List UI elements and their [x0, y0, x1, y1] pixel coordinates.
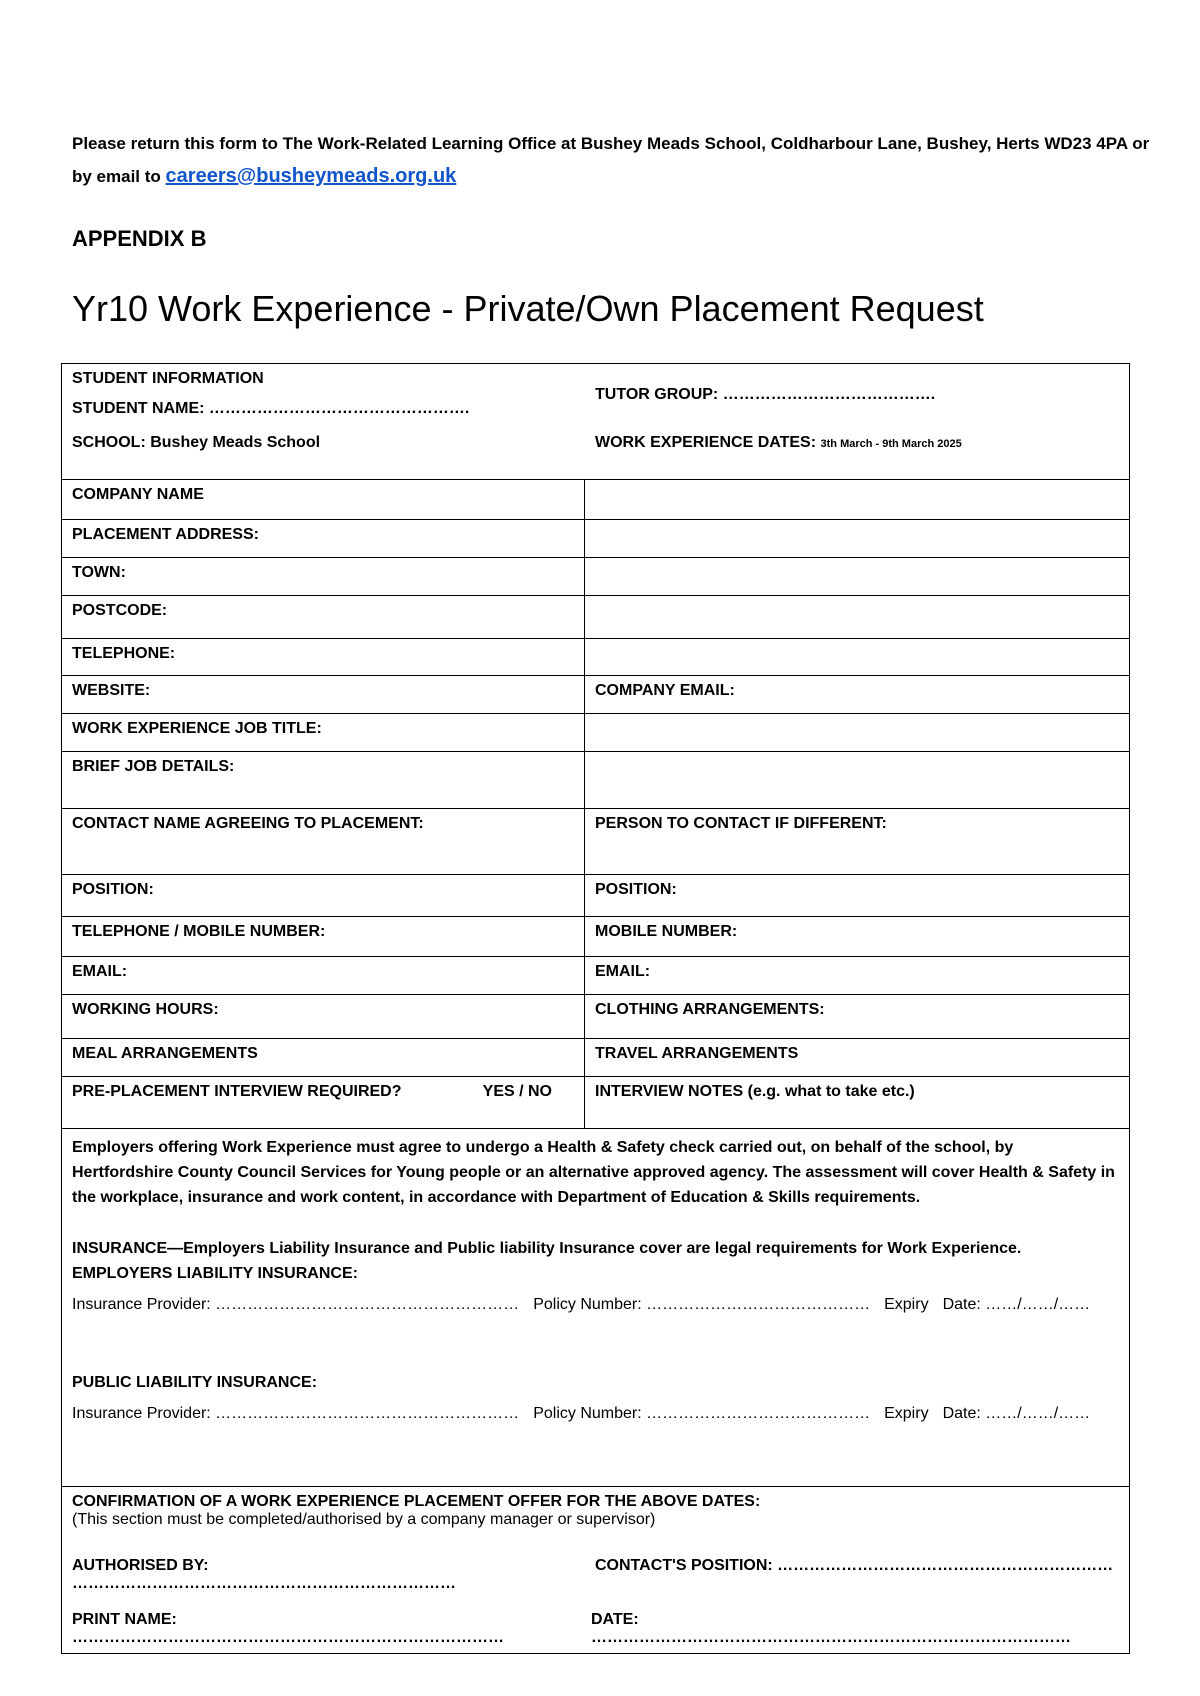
insurance-section [62, 1129, 1130, 1487]
dates-label: WORK EXPERIENCE DATES: [595, 434, 817, 451]
public-policy-field[interactable]: Policy Number: …………………………………… [533, 1405, 871, 1422]
intro-text: Please return this form to The Work-Related Learning Office at Bushey Meads School, Coldharbour Lane, Bushey, Herts WD23 4PA or by email to [72, 134, 1150, 186]
job-title-label: WORK EXPERIENCE JOB TITLE: [62, 714, 585, 752]
person-contact-field[interactable]: PERSON TO CONTACT IF DIFFERENT: [585, 809, 1130, 875]
employers-policy-field[interactable]: Policy Number: …………………………………… [533, 1296, 871, 1313]
interview-notes-field[interactable]: INTERVIEW NOTES (e.g. what to take etc.) [585, 1077, 1130, 1129]
job-title-input[interactable] [585, 714, 1130, 752]
dates-value: 3th March - 9th March 2025 [820, 438, 962, 450]
confirmation-note: (This section must be completed/authorised by a company manager or supervisor) [72, 1511, 656, 1528]
employers-date-field[interactable]: Date: ……/……/…… [942, 1296, 1091, 1313]
employers-liability-heading: EMPLOYERS LIABILITY INSURANCE: [72, 1265, 358, 1282]
town-label: TOWN: [62, 558, 585, 596]
travel-field[interactable]: TRAVEL ARRANGEMENTS [585, 1039, 1130, 1077]
email-link[interactable]: careers@busheymeads.org.uk [165, 165, 457, 187]
return-instructions [72, 128, 1152, 193]
employers-insurance-row [72, 1296, 1119, 1314]
town-input[interactable] [585, 558, 1130, 596]
placement-address-label: PLACEMENT ADDRESS: [62, 520, 585, 558]
email-field-left[interactable]: EMAIL: [62, 957, 585, 995]
confirmation-section [62, 1487, 1130, 1654]
public-liability-heading: PUBLIC LIABILITY INSURANCE: [72, 1374, 318, 1391]
working-hours-field[interactable]: WORKING HOURS: [62, 995, 585, 1039]
employers-provider-field[interactable]: Insurance Provider: ………………………………………………… [72, 1296, 520, 1313]
postcode-input[interactable] [585, 596, 1130, 639]
telephone-input[interactable] [585, 639, 1130, 676]
health-safety-paragraph: Employers offering Work Experience must agree to undergo a Health & Safety check carried out, on behalf of the school, by Hertfordshire County Council Services for Young people or an alternative approved agency. The assessment will cover Health & Safety in the workplace, insurance and work content, in accordance with Department of Education & Skills requirements. [72, 1139, 1115, 1206]
meal-field[interactable]: MEAL ARRANGEMENTS [62, 1039, 585, 1077]
placement-address-input[interactable] [585, 520, 1130, 558]
public-insurance-row [72, 1405, 1119, 1423]
authorised-by-field[interactable]: AUTHORISED BY: ……………………………………………………………… [72, 1557, 456, 1592]
student-info-section [62, 364, 1130, 480]
print-name-field[interactable]: PRINT NAME: ……………………………………………………………………… [72, 1611, 504, 1646]
postcode-label: POSTCODE: [62, 596, 585, 639]
appendix-label: APPENDIX B [72, 226, 207, 251]
contact-position-field[interactable]: CONTACT'S POSITION: ……………………………………………………… [595, 1557, 1114, 1574]
public-date-field[interactable]: Date: ……/……/…… [942, 1405, 1091, 1422]
employers-expiry-label: Expiry [884, 1296, 929, 1313]
yes-no-choice[interactable]: YES / NO [482, 1083, 552, 1100]
insurance-paragraph: INSURANCE—Employers Liability Insurance and Public liability Insurance cover are legal requirements for Work Experience. [72, 1240, 1022, 1257]
job-details-label: BRIEF JOB DETAILS: [62, 752, 585, 809]
date-field[interactable]: DATE: ……………………………………………………………………………… [590, 1611, 1071, 1646]
confirmation-heading: CONFIRMATION OF A WORK EXPERIENCE PLACEMENT OFFER FOR THE ABOVE DATES: [72, 1493, 761, 1510]
clothing-field[interactable]: CLOTHING ARRANGEMENTS: [585, 995, 1130, 1039]
contact-name-field[interactable]: CONTACT NAME AGREEING TO PLACEMENT: [62, 809, 585, 875]
company-name-label: COMPANY NAME [62, 480, 585, 520]
email-field-right[interactable]: EMAIL: [585, 957, 1130, 995]
tel-mobile-field[interactable]: TELEPHONE / MOBILE NUMBER: [62, 917, 585, 957]
school-field: SCHOOL: Bushey Meads School [72, 434, 321, 451]
company-email-field[interactable]: COMPANY EMAIL: [585, 676, 1130, 714]
position-field-left[interactable]: POSITION: [62, 875, 585, 917]
public-expiry-label: Expiry [884, 1405, 929, 1422]
interview-required-label: PRE-PLACEMENT INTERVIEW REQUIRED? [72, 1083, 402, 1100]
mobile-field[interactable]: MOBILE NUMBER: [585, 917, 1130, 957]
student-info-heading: STUDENT INFORMATION [72, 370, 264, 387]
interview-required-cell [62, 1077, 585, 1129]
student-name-field[interactable]: STUDENT NAME: …………………………………………. [72, 400, 470, 417]
company-name-input[interactable] [585, 480, 1130, 520]
position-field-right[interactable]: POSITION: [585, 875, 1130, 917]
page-title: Yr10 Work Experience - Private/Own Placement Request [72, 288, 984, 329]
website-field[interactable]: WEBSITE: [62, 676, 585, 714]
job-details-input[interactable] [585, 752, 1130, 809]
telephone-label: TELEPHONE: [62, 639, 585, 676]
tutor-group-field[interactable]: TUTOR GROUP: …………………………………. [595, 386, 936, 403]
public-provider-field[interactable]: Insurance Provider: ………………………………………………… [72, 1405, 520, 1422]
placement-form-table [61, 363, 1130, 1654]
